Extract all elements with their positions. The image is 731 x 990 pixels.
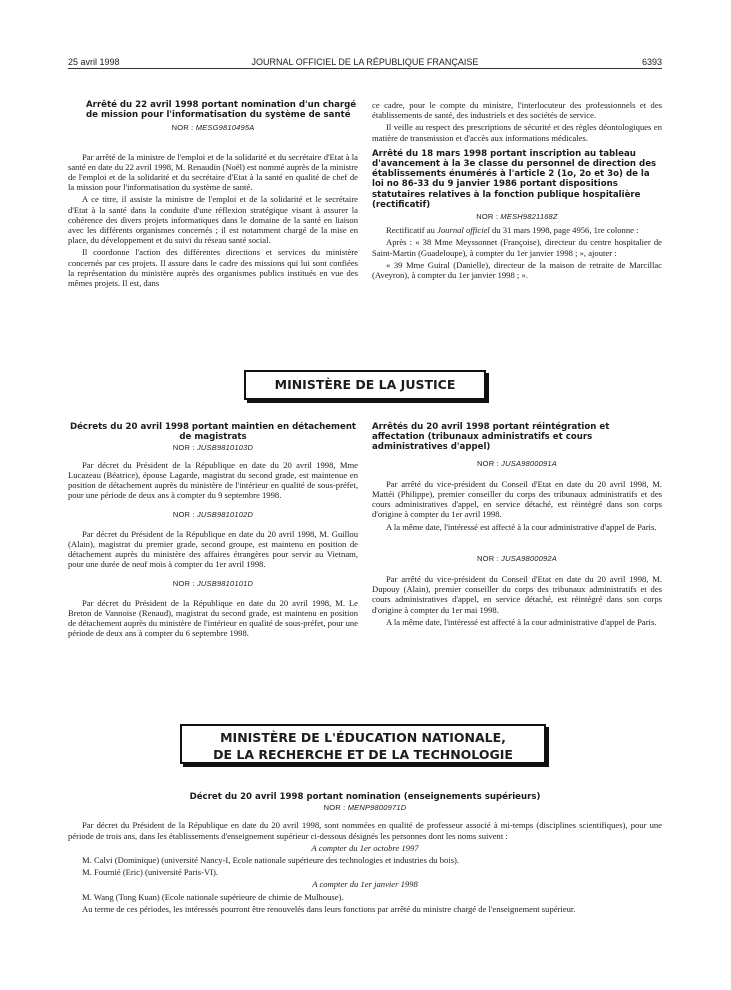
article-title: Arrêtés du 20 avril 1998 portant réintégration et affectation (tribunaux administratifs et cours administratives d'appel) [372,422,610,453]
paragraph: Par décret du Président de la République en date du 20 avril 1998, M. Guillou (Alain), magistrat du premier grade, second groupe, est maintenu en position de détachement auprès du ministère des affaires étrangères pour servir au Vietnam, pour une durée de neuf mois à compter du 1er avril 1998. [68,528,358,570]
paragraph: Il coordonne l'action des différentes directions et services du ministère concernés par ces projets. Il assure dans le cadre des missions qui lui sont confiées la représentation du ministère auprès des organismes publics institués en vue des mêmes projets. Il est, dans [68,247,358,289]
effective-date: A compter du 1er octobre 1997 [311,842,419,853]
article-title: Décret du 20 avril 1998 portant nomination (enseignements supérieurs) [189,792,541,802]
left-column-top [68,100,358,290]
article-title: Arrêté du 22 avril 1998 portant nomination d'un chargé de mission pour l'informatisation du système de santé [86,100,357,121]
paragraph: A la même date, l'intéressé est affecté à la cour administrative d'appel de Paris. [386,521,657,532]
list-item: M. Wang (Tong Kuan) (Ecole nationale supérieure de chimie de Mulhouse). [82,891,344,902]
paragraph: Au terme de ces périodes, les intéressés pourront être renouvelés dans leurs fonctions par arrêté du ministre chargé de l'enseignement supérieur. [82,903,576,914]
paragraph: Après : « 38 Mme Meyssonnet (Françoise), directeur du centre hospitalier de Saint-Martin (Guadeloupe), à compter du 1er janvier 1998 ; », ajouter : [372,237,662,258]
paragraph: A ce titre, il assiste la ministre de l'emploi et de la solidarité et le secrétaire d'Etat à la santé dans la conduite d'une réflexion stratégique visant à assurer la cohérence des divers projets informatiques dans le domaine de la santé en liaison avec les différents organismes concernés ; il est notamment chargé de la mise en place, du développement et du suivi du réseau santé social. [68,194,358,246]
ministry-banner: MINISTÈRE DE LA JUSTICE [244,370,486,400]
list-item: M. Fournié (Eric) (université Paris-VI). [82,867,219,878]
nor-reference: NOR : JUSB9810103D [172,443,254,453]
header-page-number: 6393 [641,57,662,67]
paragraph: Rectificatif au Journal officiel du 31 mars 1998, page 4956, 1re colonne : [386,225,639,236]
paragraph: Par décret du Président de la République en date du 20 avril 1998, sont nommées en qualité de professeur associé à mi-temps (disciplines scientifiques), pour une période de trois ans, dans les établissements d'enseignement supérieur ci-dessous désignés les personnes dont les noms suivent : [68,820,662,841]
right-column-top [372,100,662,282]
header-rule [68,68,662,69]
nor-reference: NOR : MESG9810495A [171,123,255,133]
paragraph: Par arrêté de la ministre de l'emploi et de la solidarité et du secrétaire d'Etat à la santé en date du 22 avril 1998, M. Renaudin (Noël) est nommé auprès de la ministre de l'emploi et de la solidarité et du secrétaire d'Etat à la santé en qualité de chef de la mission pour l'informatisation du système de santé. [68,151,358,193]
paragraph: Par arrêté du vice-président du Conseil d'Etat en date du 20 avril 1998, M. Mattéi (Philippe), premier conseiller du corps des tribunaux administratifs et des cours administratives d'appel, en service détaché, est réintégré dans son corps d'origine à compter du 1er avril 1998. [372,478,662,520]
article-title: Décrets du 20 avril 1998 portant maintien en détachement de magistrats [69,422,357,443]
effective-date: A compter du 1er janvier 1998 [312,879,418,890]
article-title: Arrêté du 18 mars 1998 portant inscription au tableau d'avancement à la 3e classe du personnel de direction des établissements énumérés à l'article 2 (1o, 2o et 3o) de la loi no 86-33 du 9 janvier 1986 portant dispositions statutaires relatives à la fonction publique hospitalière (rectificatif) [372,148,657,210]
paragraph: « 39 Mme Guiral (Danielle), directeur de la maison de retraite de Marcillac (Aveyron), à compter du 1er janvier 1998 ; ». [372,259,662,281]
education-section [68,792,662,916]
nor-reference: NOR : MESH9821168Z [476,212,558,222]
nor-reference: NOR : JUSA9800091A [477,458,557,468]
header-date: 25 avril 1998 [68,57,120,67]
left-column-justice [68,422,358,640]
nor-reference: NOR : JUSB9810102D [172,510,254,520]
nor-reference: NOR : JUSB9810101D [172,579,254,589]
paragraph: ce cadre, pour le compte du ministre, l'interlocuteur des professionnels et des établissements de santé, des industriels et des sociétés de service. [372,100,662,121]
paragraph: Il veille au respect des prescriptions de sécurité et des règles déontologiques en matière de transmission et d'accès aux informations médicales. [372,122,662,143]
paragraph: Par arrêté du vice-président du Conseil d'Etat en date du 20 avril 1998, M. Dupouy (Alain), premier conseiller du corps des tribunaux administratifs et des cours administratives d'appel, en service détaché, est réintégré dans son corps d'origine à compter du 1er mai 1998. [372,574,662,615]
paragraph: A la même date, l'intéressé est affecté à la cour administrative d'appel de Paris. [386,616,657,627]
nor-reference: NOR : MENP9800971D [323,803,407,813]
ministry-banner: MINISTÈRE DE L'ÉDUCATION NATIONALE, DE LA RECHERCHE ET DE LA TECHNOLOGIE [180,724,546,764]
right-column-justice [372,422,662,629]
paragraph: Par décret du Président de la République en date du 20 avril 1998, Mme Lucazeau (Béatrice), épouse Lagarde, magistrat du second grade, est maintenue en position de détachement auprès du ministère de l'intérieur en qualité de sous-préfet, pour une période de deux ans à compter du 9 septembre 1998. [68,459,358,501]
list-item: M. Calvi (Dominique) (université Nancy-I, Ecole nationale supérieure des technologies et industries du bois). [82,855,460,866]
nor-reference: NOR : JUSA9800092A [477,553,557,563]
paragraph: Par décret du Président de la République en date du 20 avril 1998, M. Le Breton de Vannoise (Renaud), magistrat du second grade, est maintenu en position de détachement auprès du ministère de l'intérieur en qualité de sous-préfet, pour une période de deux ans à compter du 6 septembre 1998. [68,597,358,639]
header-journal-title: JOURNAL OFFICIEL DE LA RÉPUBLIQUE FRANÇAISE [251,57,479,67]
